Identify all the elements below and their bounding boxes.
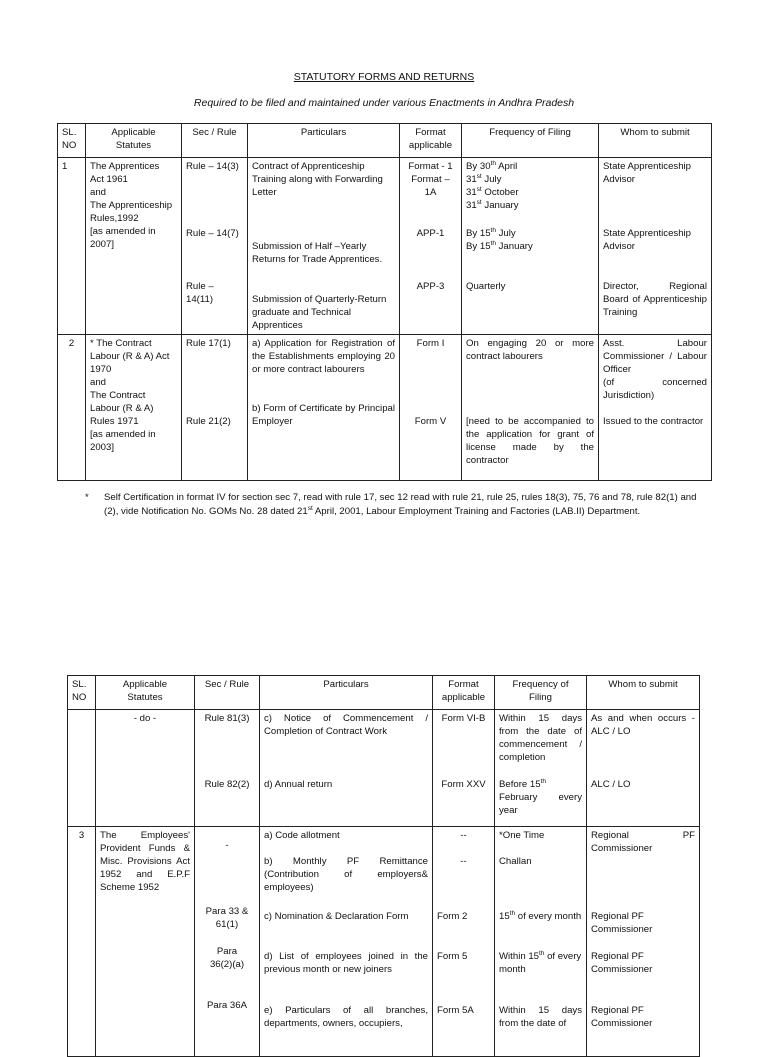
frequency-text: *One Time [499,830,545,841]
rule-text: Rule 81(3) [204,713,250,724]
rule-text: Para 33 & 61(1) [205,906,249,930]
particulars-cell [260,710,433,827]
frequency-text: Quarterly [466,281,506,292]
particulars-text: Submission of Quarterly-Return graduate and Technical Apprentices [252,294,387,331]
statute-cell: The Employees' Provident Funds & Misc. Provisions Act 1952 and E.P.F Scheme 1952 [96,827,195,1057]
statute-cell: The Apprentices Act 1961 and The Apprenticeship Rules,1992 [as amended in 2007] [86,158,182,335]
header-particulars: Particulars [248,124,400,158]
rule-cell [182,158,248,335]
particulars-text: a) Code allotment [264,830,340,841]
frequency-dates: By 15th July By 15th January [466,226,533,252]
particulars-text: Submission of Half –Yearly Returns for Trade Apprentices. [252,241,383,265]
whom-text: State Apprenticeship Advisor [603,228,692,252]
sl-number: 1 [58,158,86,335]
frequency-cell [462,335,599,481]
rule-text: Rule – 14(11) [186,281,214,305]
particulars-text: c) Nomination & Declaration Form [264,911,409,922]
whom-text: State Apprenticeship Advisor [603,161,692,185]
particulars-text: c) Notice of Commencement / Completion of Contract Work [264,713,428,737]
rule-text: Rule 17(1) [186,338,231,349]
rule-cell [195,710,260,827]
format-text: -- [460,856,467,867]
whom-text: Regional PF Commissioner [591,951,653,975]
frequency-text: On engaging 20 or more contract labourers [466,338,594,362]
rule-cell [182,335,248,481]
format-text: Form V [414,416,447,427]
table-header-row [68,676,700,710]
statute-cell: - do - [96,710,195,827]
format-text: Form XXV [441,779,486,790]
footnote [85,491,697,519]
format-cell [400,335,462,481]
particulars-text: b) Form of Certificate by Principal Employer [252,403,395,427]
particulars-cell [248,335,400,481]
rule-text: - [225,840,229,851]
header-whom-to-submit: Whom to submit [599,124,712,158]
rule-text: Para 36A [206,1000,247,1011]
table-row [58,335,712,481]
header-sec-rule: Sec / Rule [182,124,248,158]
rule-text: Para 36(2)(a) [209,946,245,970]
format-text: Form 5A [437,1005,474,1016]
footnote-marker: * [85,492,89,503]
table-row [68,827,700,1057]
whom-text: Regional PF Commissioner [591,1005,653,1029]
sl-number: 3 [68,827,96,1057]
frequency-text: Within 15th of every month [499,949,582,975]
header-frequency-of-filing: Frequency of Filing [495,676,587,710]
whom-text: Issued to the contractor [603,416,704,427]
frequency-text: Before 15th February every year [499,777,582,816]
header-applicable-statutes: Applicable Statutes [86,124,182,158]
whom-cell [587,827,700,1057]
particulars-text: d) Annual return [264,779,333,790]
document-subtitle: Required to be filed and maintained under various Enactments in Andhra Pradesh [193,97,575,109]
whom-cell [599,158,712,335]
particulars-text: b) Monthly PF Remittance (Contribution of employers& employees) [264,856,428,893]
whom-text: Regional PF Commissioner [591,830,695,854]
format-text: -- [460,830,467,841]
particulars-text: Contract of Apprenticeship Training along with Forwarding Letter [252,161,383,198]
particulars-text: a) Application for Registration of the Establishments employing 20 or more contract labourers [252,338,395,375]
frequency-cell [495,827,587,1057]
frequency-cell [462,158,599,335]
format-cell [400,158,462,335]
rule-text: Rule 82(2) [204,779,250,790]
sl-number: 2 [58,335,86,481]
format-cell [433,710,495,827]
header-whom-to-submit: Whom to submit [587,676,700,710]
format-text: Form 2 [437,911,468,922]
whom-cell [599,335,712,481]
table-row [68,710,700,827]
format-text: APP-1 [416,228,445,239]
table-header-row [58,124,712,158]
frequency-dates: By 30th April 31st July 31st October 31st January [466,159,519,211]
document-title: STATUTORY FORMS AND RETURNS [293,71,475,83]
format-text: Form I [416,338,445,349]
frequency-text: 15th of every month [499,909,582,922]
whom-cell [587,710,700,827]
header-frequency-of-filing: Frequency of Filing [462,124,599,158]
rule-text: Rule 21(2) [186,416,231,427]
header-applicable-statutes: Applicable Statutes [96,676,195,710]
header-particulars: Particulars [260,676,433,710]
whom-text: Director, Regional Board of Apprenticeship Training [603,281,707,318]
table-row [58,158,712,335]
sl-number [68,710,96,827]
format-text: APP-3 [416,281,445,292]
header-format-applicable: Format applicable [400,124,462,158]
whom-text: Regional PF Commissioner [591,911,653,935]
rule-text: Rule – 14(3) [186,161,239,172]
whom-text: As and when occurs - ALC / LO [591,713,695,737]
frequency-text: [need to be accompanied to the application for grant of license made by the contractor [466,416,594,466]
footnote-text: Self Certification in format IV for section sec 7, read with rule 17, sec 12 read with rule 21, rule 25, rules 18(3), 75, 76 and 78, rule 82(1) and (2), vide Notification No. GOMs No. 28 dated 21st April, 2001, Labour Employment Training and Factories (LAB.II) Department. [104,492,697,517]
frequency-cell [495,710,587,827]
frequency-text: Challan [499,856,532,867]
rule-text: Rule – 14(7) [186,228,239,239]
header-sl-no: SL. NO [68,676,96,710]
whom-text: Asst. Labour Commissioner / Labour Officer (of concerned Jurisdiction) [603,338,707,401]
format-text: Form 5 [437,951,468,962]
header-sec-rule: Sec / Rule [195,676,260,710]
statutory-table-1 [57,123,712,481]
format-text: Format - 1 Format – 1A [408,161,453,198]
particulars-cell [260,827,433,1057]
frequency-text: Within 15 days from the date of commencement / completion [499,713,582,763]
frequency-text: Within 15 days from the date of [499,1005,582,1029]
particulars-text: e) Particulars of all branches, departments, owners, occupiers, [264,1005,428,1029]
particulars-cell [248,158,400,335]
format-cell [433,827,495,1057]
rule-cell [195,827,260,1057]
statutory-table-2 [67,675,700,1057]
statute-cell: * The Contract Labour (R & A) Act 1970 and The Contract Labour (R & A) Rules 1971 [as amended in 2003] [86,335,182,481]
format-text: Form VI-B [441,713,486,724]
particulars-text: d) List of employees joined in the previous month or new joiners [264,951,428,975]
header-format-applicable: Format applicable [433,676,495,710]
header-sl-no: SL. NO [58,124,86,158]
whom-text: ALC / LO [591,779,631,790]
